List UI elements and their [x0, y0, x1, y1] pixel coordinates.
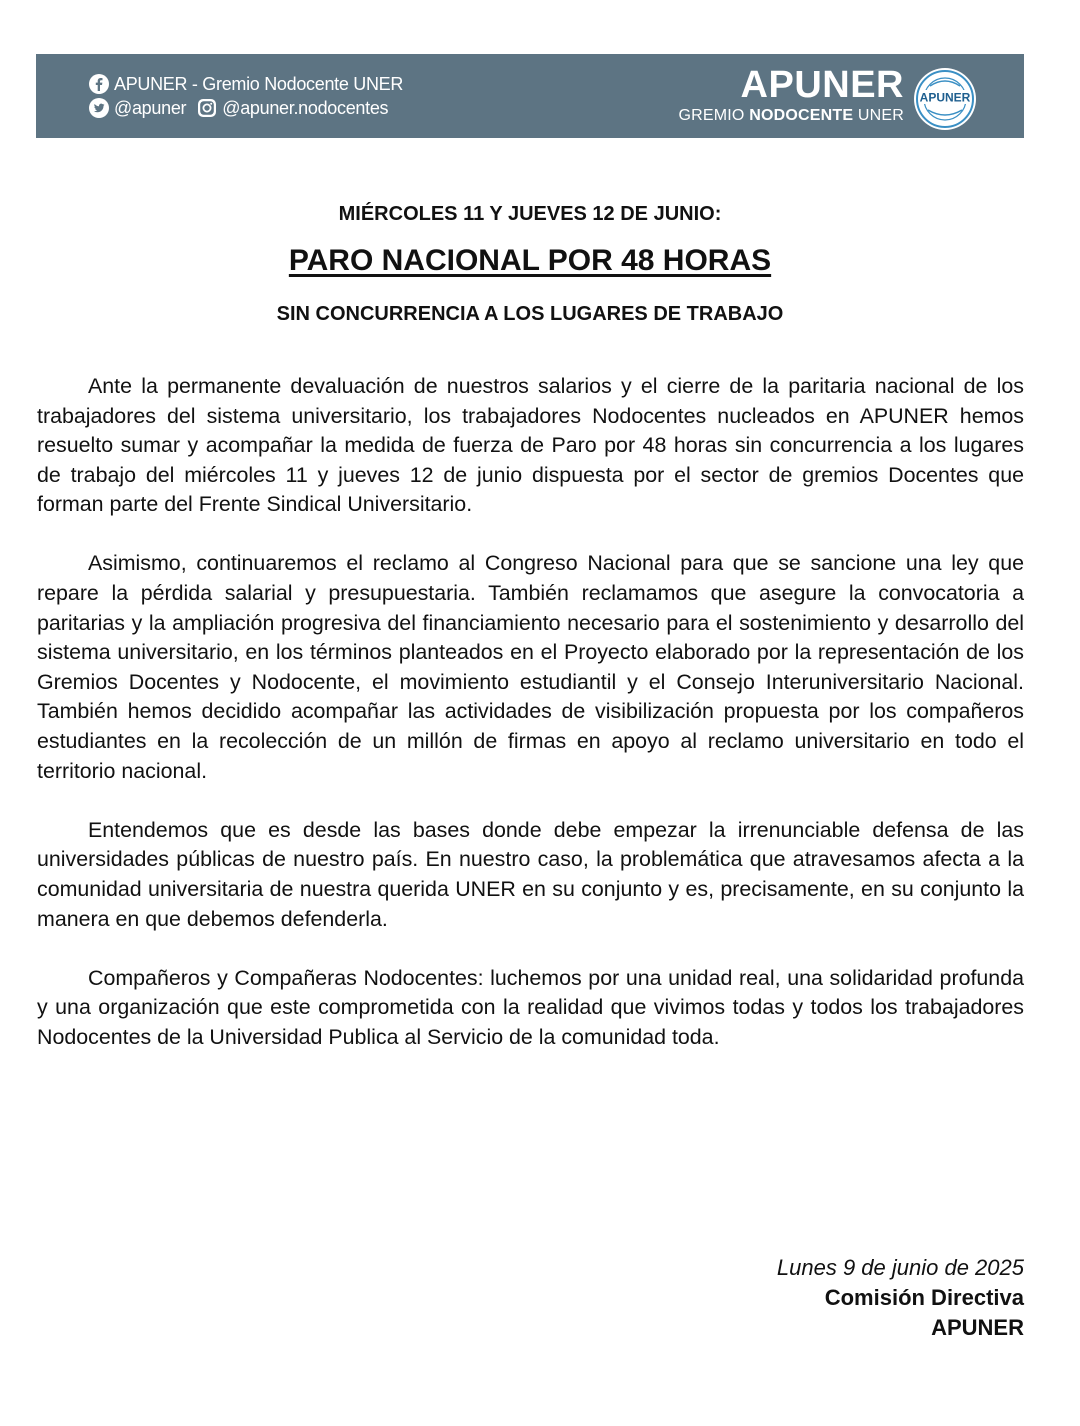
- notice-subtitle: SIN CONCURRENCIA A LOS LUGARES DE TRABAJO: [276, 303, 784, 325]
- signature-body: Comisión Directiva: [824, 1285, 1024, 1310]
- brand-subtitle-bold: NODOCENTE: [749, 107, 854, 124]
- facebook-icon: [88, 73, 110, 95]
- brand-name: APUNER: [740, 64, 904, 106]
- paragraph: Compañeros y Compañeras Nodocentes: luchemos por una unidad real, una solidaridad profunda y una organización que este comprometida con la realidad que vivimos todas y todos los trabajadores Nodocentes de la Universidad Publica al Servicio de la comunidad toda.: [37, 965, 1024, 1049]
- instagram-handle[interactable]: @apuner.nodocentes: [222, 98, 389, 118]
- signature-date: Lunes 9 de junio de 2025: [776, 1255, 1024, 1280]
- paragraph: Entendemos que es desde las bases donde debe empezar la irrenunciable defensa de las universidades públicas de nuestro país. En nuestro caso, la problemática que atravesamos afecta a la comunidad universitaria de nuestra querida UNER en su conjunto y es, precisamente, en su conjunto la manera en que debemos defenderla.: [37, 817, 1024, 931]
- header-banner: [36, 54, 1024, 138]
- facebook-handle[interactable]: APUNER - Gremio Nodocente UNER: [114, 74, 404, 94]
- notice-date-line: MIÉRCOLES 11 Y JUEVES 12 DE JUNIO:: [338, 203, 722, 225]
- brand-subtitle: [678, 106, 904, 126]
- notice-body: [37, 372, 1024, 1082]
- facebook-row: [88, 72, 403, 96]
- paragraph: Ante la permanente devaluación de nuestros salarios y el cierre de la paritaria nacional de los trabajadores del sistema universitario, los trabajadores Nodocentes nucleados en APUNER hemos resuelto sumar y acompañar la medida de fuerza de Paro por 48 horas sin concurrencia a los lugares de trabajo del miércoles 11 y jueves 12 de junio dispuesta por el sector de gremios Docentes que forman parte del Frente Sindical Universitario.: [37, 374, 1024, 517]
- paragraph: Asimismo, continuaremos el reclamo al Congreso Nacional para que se sancione una ley que repare la pérdida salarial y presupuestaria. También reclamamos que asegure la convocatoria a paritarias y la ampliación progresiva del financiamiento necesario para el sostenimiento y desarrollo del sistema universitario, en los términos planteados en el Proyecto elaborado por la representación de los Gremios Docentes y Nodocente, el movimiento estudiantil y el Consejo Interuniversitario Nacional. También hemos decidido acompañar las actividades de visibilización propuesta por los compañeros estudiantes en la recolección de un millón de firmas en apoyo al reclamo universitario en todo el territorio nacional.: [37, 551, 1024, 783]
- twitter-handle[interactable]: @apuner: [114, 98, 187, 118]
- notice-title: PARO NACIONAL POR 48 HORAS: [288, 244, 772, 277]
- brand-subtitle-suffix: UNER: [853, 107, 904, 124]
- brand-subtitle-prefix: GREMIO: [678, 107, 750, 124]
- twitter-icon: [88, 97, 110, 119]
- twitter-instagram-row: [88, 96, 403, 120]
- apuner-seal-icon: [910, 66, 980, 132]
- brand-block: [678, 66, 978, 126]
- instagram-icon: [196, 97, 218, 119]
- social-links: [88, 72, 403, 120]
- signature-block: [777, 1253, 1024, 1343]
- signature-org: APUNER: [931, 1315, 1024, 1340]
- seal-label: APUNER: [919, 90, 971, 105]
